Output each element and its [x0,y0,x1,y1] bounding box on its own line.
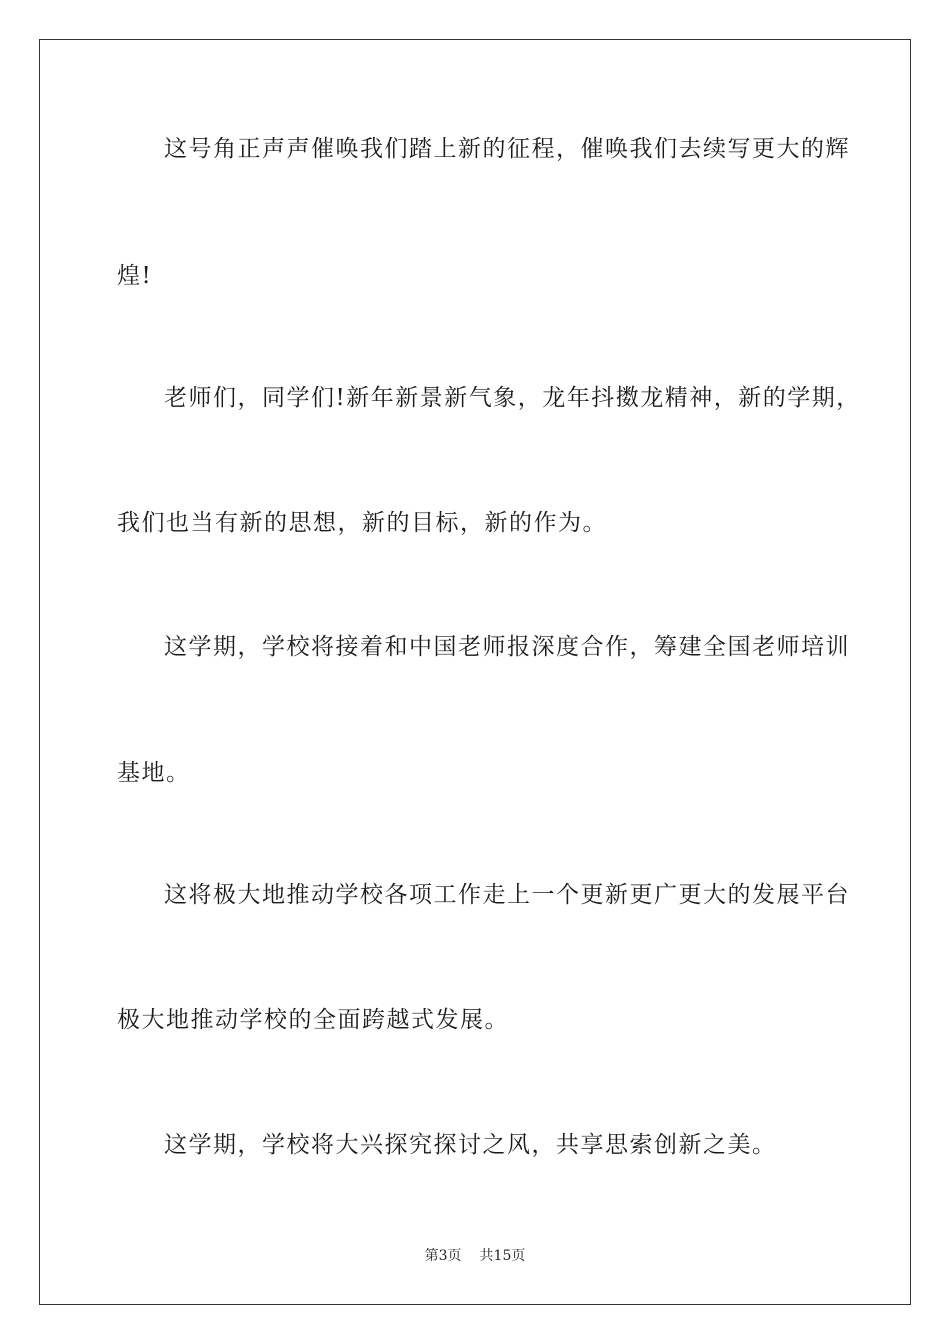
paragraph-4-line-2: 极大地推动学校的全面跨越式发展。 [117,1007,509,1033]
paragraph-3-line-2: 基地。 [117,760,191,786]
paragraph-1-line-2: 煌! [117,263,153,289]
paragraph-3-line-1: 这学期，学校将接着和中国老师报深度合作，筹建全国老师培训 [164,634,850,660]
paragraph-2-line-1: 老师们，同学们!新年新景新气象，龙年抖擞龙精神，新的学期， [164,385,861,411]
page-footer [0,1247,950,1265]
paragraph-2-line-2: 我们也当有新的思想，新的目标，新的作为。 [117,510,607,536]
page-number: 第3页 [424,1248,462,1264]
page-total: 共15页 [479,1248,526,1264]
page-border [39,39,911,1305]
paragraph-1-line-1: 这号角正声声催唤我们踏上新的征程，催唤我们去续写更大的辉 [164,136,850,162]
paragraph-4-line-1: 这将极大地推动学校各项工作走上一个更新更广更大的发展平台 [164,882,850,908]
paragraph-5-line-1: 这学期，学校将大兴探究探讨之风，共享思索创新之美。 [164,1132,777,1158]
